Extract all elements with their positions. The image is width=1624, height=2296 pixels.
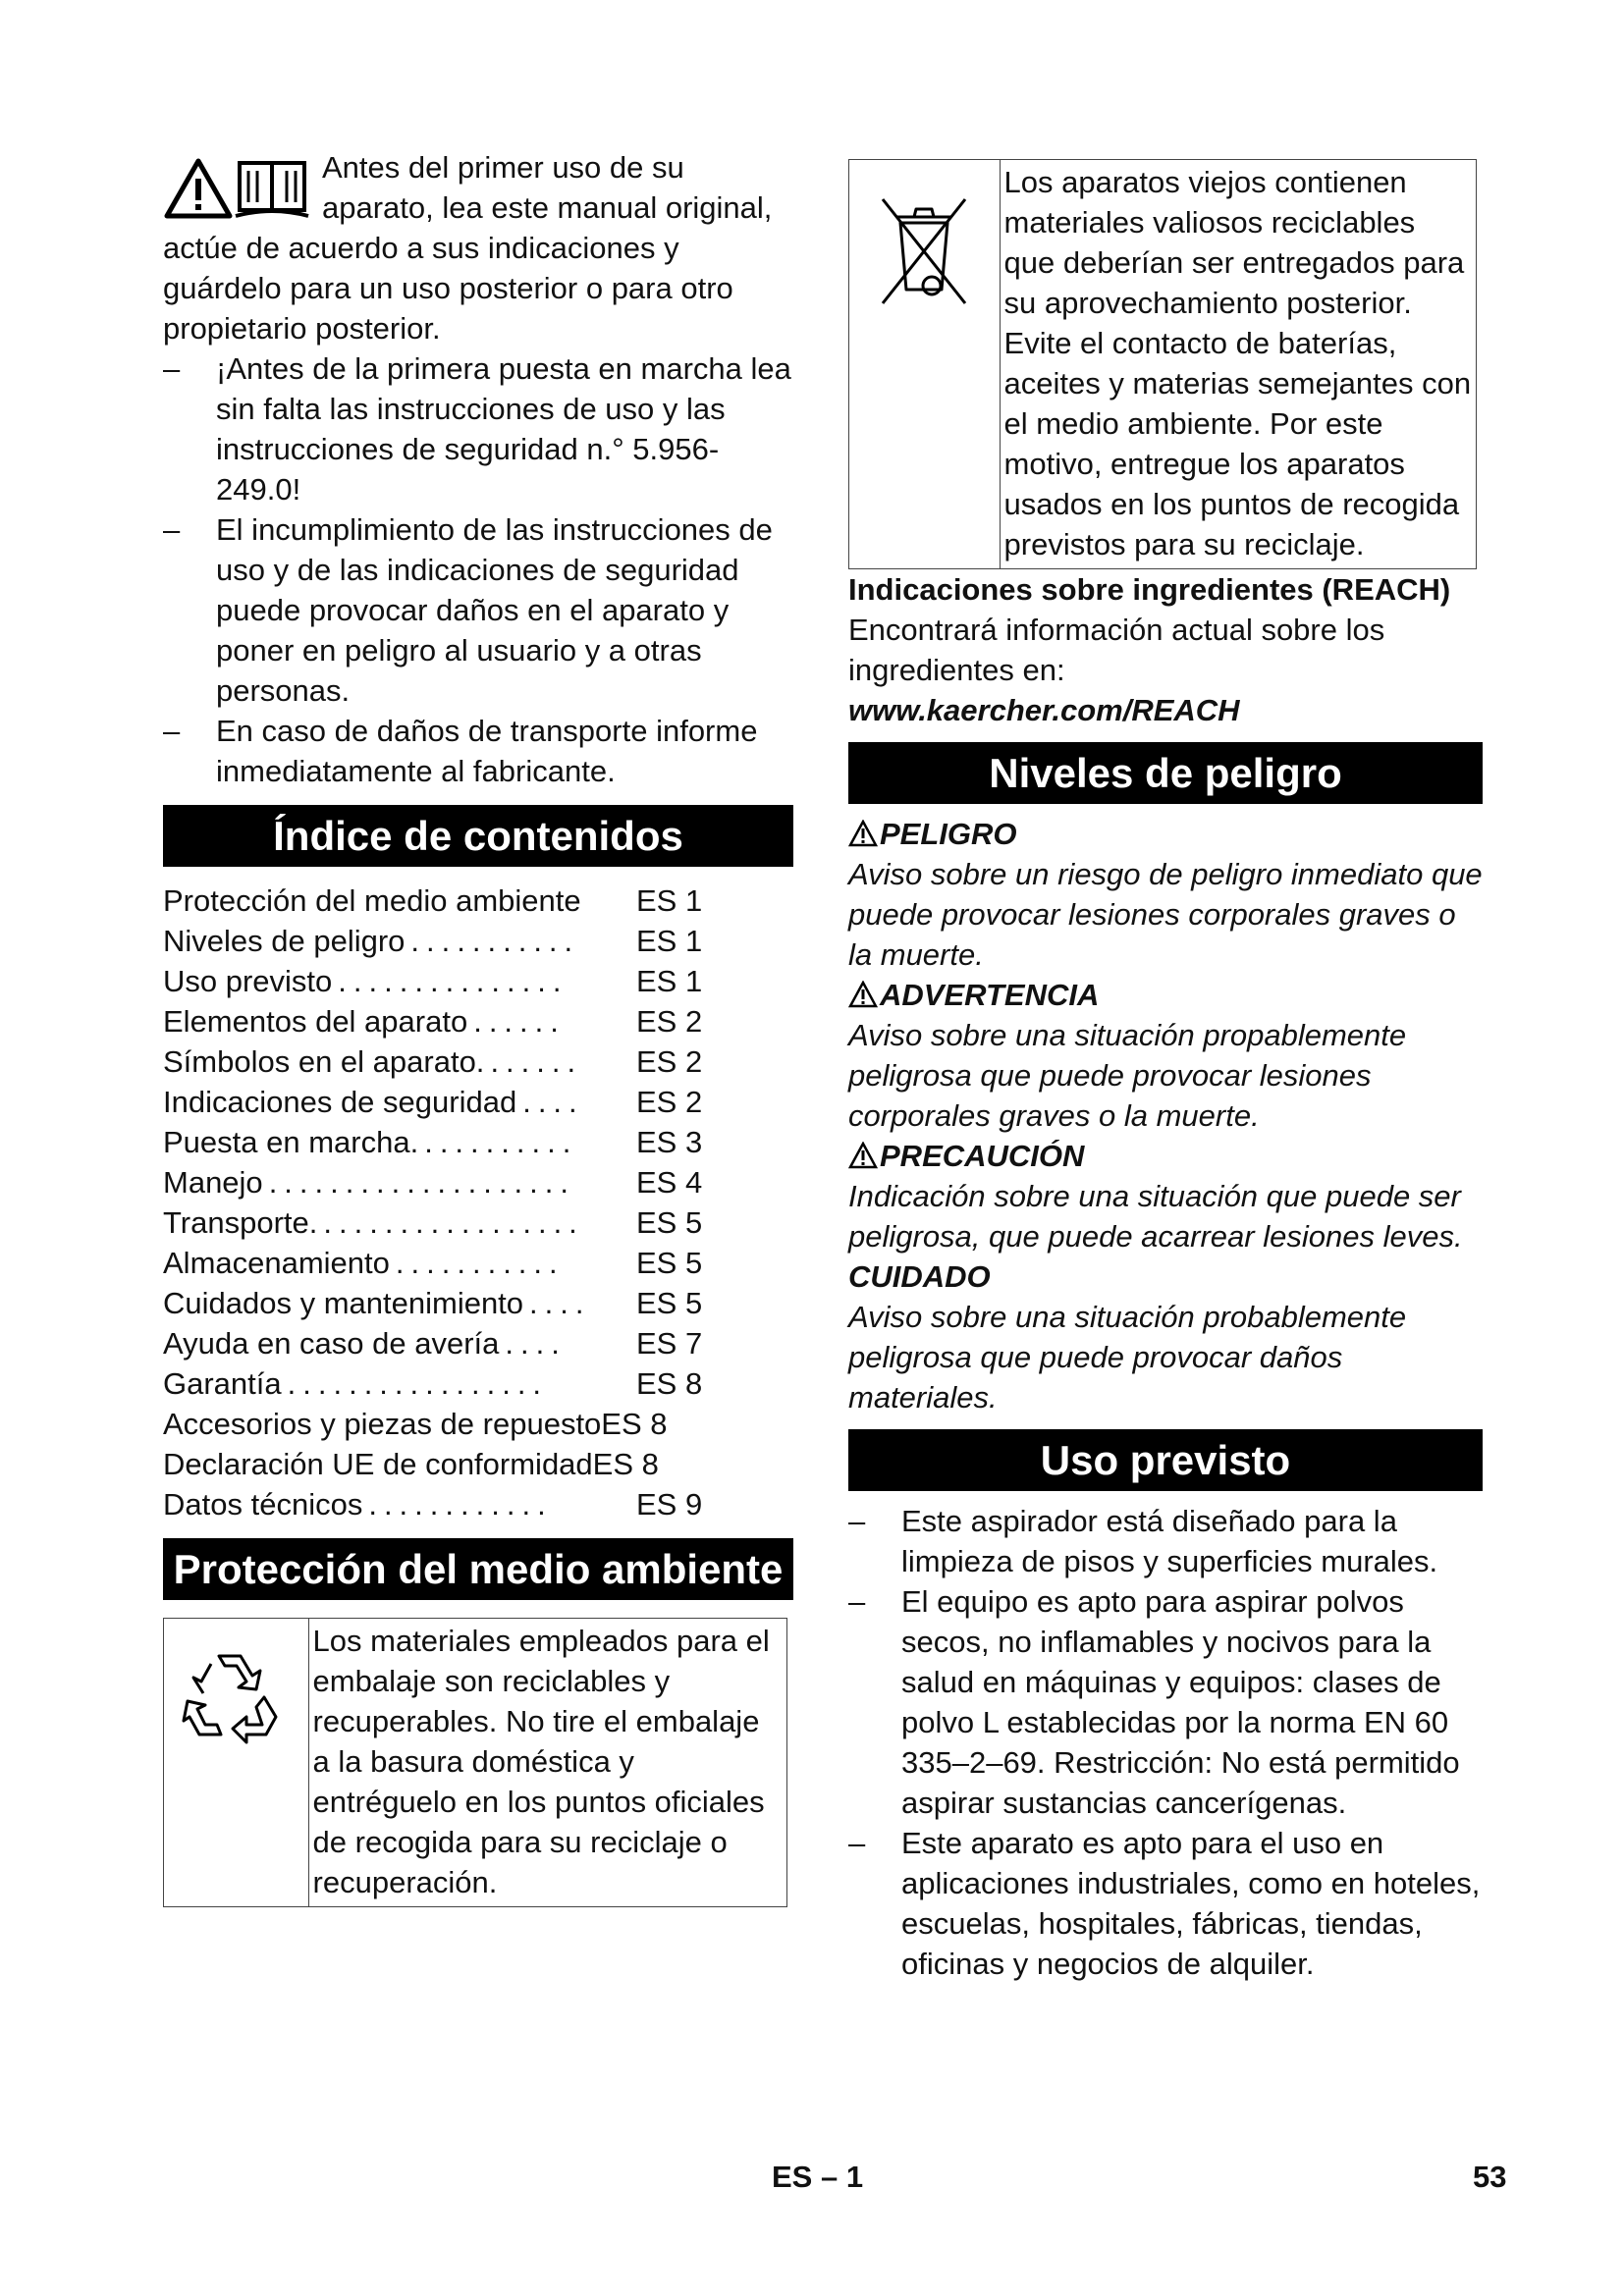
intended-use-heading: Uso previsto [848,1429,1483,1491]
toc-entry-title: Símbolos en el aparato. [163,1044,485,1079]
toc-entry[interactable] [163,881,721,921]
bullet-text: En caso de daños de transporte informe inmediatamente al fabricante. [216,714,758,788]
toc-heading: Índice de contenidos [163,805,793,867]
toc-entry-page: ES 5 [636,1205,703,1240]
bullet-text: Este aparato es apto para el uso en aplicaciones industriales, como en hoteles, escuelas, hospitales, fábricas, tiendas, oficinas y negocios de alquiler. [901,1826,1481,1981]
bullet-text: El equipo es apto para aspirar polvos secos, no inflamables y nocivos para la salud en máquinas y equipos: clases de polvo L establecidas por la norma EN 60 335–2–69. Restricción: No está permitido aspirar sustancias cancerígenas. [901,1584,1460,1820]
toc-entry[interactable]: Garantía ................. ES 8 [163,1363,721,1404]
intended-use-list [848,1501,1483,1984]
list-item: – Este aparato es apto para el uso en aplicaciones industriales, como en hoteles, escuelas, hospitales, fábricas, tiendas, oficinas y negocios de alquiler. [848,1826,1481,1981]
toc-entry[interactable]: Niveles de peligro ........... ES 1 [163,921,721,961]
disposal-cell [849,160,1001,568]
danger-level [848,1136,1483,1256]
list-item: – El incumplimiento de las instrucciones de uso y de las indicaciones de seguridad puede provocar daños en el aparato y poner en peligro al usuario y a otras personas. [163,512,773,708]
toc-entry-page: ES 4 [636,1165,703,1200]
footer-section-label: ES [772,2160,813,2194]
toc-entry-title: Protección del medio ambiente [163,883,581,918]
danger-level [848,1256,1483,1417]
toc-entry[interactable]: Cuidados y mantenimiento .... ES 5 [163,1283,721,1323]
toc-entry[interactable]: Datos técnicos ............ ES 9 [163,1484,721,1524]
recycling-text: Los materiales empleados para el embalaje son reciclables y recuperables. No tire el embalaje a la basura doméstica y entréguelo en los puntos oficiales de recogida para su reciclaje o recuperación. [312,1624,770,1899]
toc-entry-title: Almacenamiento [163,1246,390,1280]
toc-entry-title: Ayuda en caso de avería [163,1326,500,1361]
footer-section-page [772,2160,863,2195]
danger-level [848,975,1483,1136]
crossed-bin-icon [875,187,973,315]
toc-entry-page: ES 3 [636,1125,703,1159]
toc-entry-page: ES 1 [636,924,703,958]
left-column [163,147,793,1907]
danger-desc: Indicación sobre una situación que puede ser peligrosa, que puede acarrear lesiones leves. [848,1179,1463,1254]
danger-desc: Aviso sobre una situación propablemente peligrosa que puede provocar lesiones corporales graves o la muerte. [848,1018,1407,1133]
bullet-text: El incumplimiento de las instrucciones de uso y de las indicaciones de seguridad puede provocar daños en el aparato y poner en peligro al usuario y a otras personas. [216,512,773,708]
right-column [848,159,1483,1984]
table-of-contents [163,881,721,1524]
toc-entry-page: ES 1 [636,883,703,918]
list-item: – El equipo es apto para aspirar polvos secos, no inflamables y nocivos para la salud en máquinas y equipos: clases de polvo L establecidas por la norma EN 60 335–2–69. Restricción: No está permitido aspirar sustancias cancerígenas. [848,1584,1460,1820]
disposal-box [848,159,1477,569]
toc-entry-page: ES 8 [636,1366,703,1401]
recycling-box [163,1618,787,1907]
list-item: – Este aspirador está diseñado para la limpieza de pisos y superficies murales. [848,1504,1438,1578]
recycling-cell [164,1619,309,1906]
toc-entry-title: Puesta en marcha. [163,1125,419,1159]
toc-entry[interactable]: Indicaciones de seguridad .... ES 2 [163,1082,721,1122]
toc-entry-title: Datos técnicos [163,1487,363,1522]
toc-entry-title: Uso previsto [163,964,333,998]
toc-entry[interactable]: Puesta en marcha. .......... ES 3 [163,1122,721,1162]
toc-entry-title: Indicaciones de seguridad [163,1085,517,1119]
recycling-icon [182,1646,290,1744]
toc-entry-title: Cuidados y mantenimiento [163,1286,524,1320]
danger-label: PELIGRO [880,817,1017,851]
bullet-text: Este aspirador está diseñado para la limpieza de pisos y superficies murales. [901,1504,1438,1578]
toc-entry-title: Niveles de peligro [163,924,406,958]
warning-triangle-icon [848,981,878,1008]
danger-levels-heading: Niveles de peligro [848,742,1483,804]
toc-entry-title: Manejo [163,1165,263,1200]
toc-entry[interactable]: Símbolos en el aparato. ...... ES 2 [163,1041,721,1082]
environment-heading: Protección del medio ambiente [163,1538,793,1600]
toc-entry-page: ES 5 [636,1286,703,1320]
intro-text: Antes del primer uso de su aparato, lea este manual original, actúe de acuerdo a sus indicaciones y guárdelo para un uso posterior o para otro propietario posterior. [163,150,773,346]
danger-label: ADVERTENCIA [880,978,1100,1012]
toc-entry-page: ES 8 [601,1407,668,1441]
toc-entry-page: ES 7 [636,1326,703,1361]
warning-triangle-icon [848,820,878,847]
danger-label: PRECAUCIÓN [880,1139,1085,1173]
intro-bullets [163,348,793,791]
danger-level [848,814,1483,975]
toc-entry-title: Garantía [163,1366,282,1401]
disposal-text: Los aparatos viejos contienen materiales valiosos reciclables que deberían ser entregados para su aprovechamiento posterior. Evite el contacto de baterías, aceites y materias semejantes con el medio ambiente. Por este motivo, entregue los aparatos usados en los puntos de recogida previstos para su reciclaje. [1003,165,1472,561]
footer-page-number: 53 [1473,2160,1507,2194]
reach-text: Encontrará información actual sobre los ingredientes en: [848,613,1385,687]
bullet-text: ¡Antes de la primera puesta en marcha lea sin falta las instrucciones de uso y las instrucciones de seguridad n.° 5.956-249.0! [216,351,791,507]
reach-heading: Indicaciones sobre ingredientes (REACH) [848,572,1451,607]
toc-entry[interactable]: Ayuda en caso de avería .... ES 7 [163,1323,721,1363]
toc-entry-page: ES 1 [636,964,703,998]
toc-entry-page: ES 8 [592,1447,659,1481]
warning-manual-icon [163,149,312,222]
warning-triangle-icon [848,1142,878,1169]
toc-entry-page: ES 5 [636,1246,703,1280]
danger-desc: Aviso sobre una situación probablemente peligrosa que puede provocar daños materiales. [848,1300,1407,1415]
intro-block [163,147,793,348]
list-item: – En caso de daños de transporte informe inmediatamente al fabricante. [163,714,758,788]
footer-section-num: – 1 [820,2160,864,2194]
toc-entry[interactable]: Transporte. ................. ES 5 [163,1202,721,1243]
toc-entry[interactable] [163,1444,721,1484]
list-item: – ¡Antes de la primera puesta en marcha lea sin falta las instrucciones de uso y las instrucciones de seguridad n.° 5.956-249.0! [163,351,791,507]
toc-entry-title: Elementos del aparato [163,1004,468,1039]
danger-desc: Aviso sobre un riesgo de peligro inmediato que puede provocar lesiones corporales graves o la muerte. [848,857,1483,972]
toc-entry[interactable]: Almacenamiento ........... ES 5 [163,1243,721,1283]
toc-entry-page: ES 2 [636,1085,703,1119]
toc-entry-title: Declaración UE de conformidad [163,1447,593,1481]
toc-entry-title: Accesorios y piezas de repuesto [163,1407,602,1441]
toc-entry-page: ES 2 [636,1004,703,1039]
toc-entry-title: Transporte. [163,1205,318,1240]
danger-levels-list [848,814,1483,1417]
reach-link[interactable]: www.kaercher.com/REACH [848,693,1240,727]
toc-entry[interactable]: Elementos del aparato ...... ES 2 [163,1001,721,1041]
toc-entry[interactable]: Uso previsto ............... ES 1 [163,961,721,1001]
danger-label: CUIDADO [848,1259,991,1294]
toc-entry[interactable] [163,1404,721,1444]
toc-entry-page: ES 9 [636,1487,703,1522]
toc-entry[interactable]: Manejo .................... ES 4 [163,1162,721,1202]
toc-entry-page: ES 2 [636,1044,703,1079]
